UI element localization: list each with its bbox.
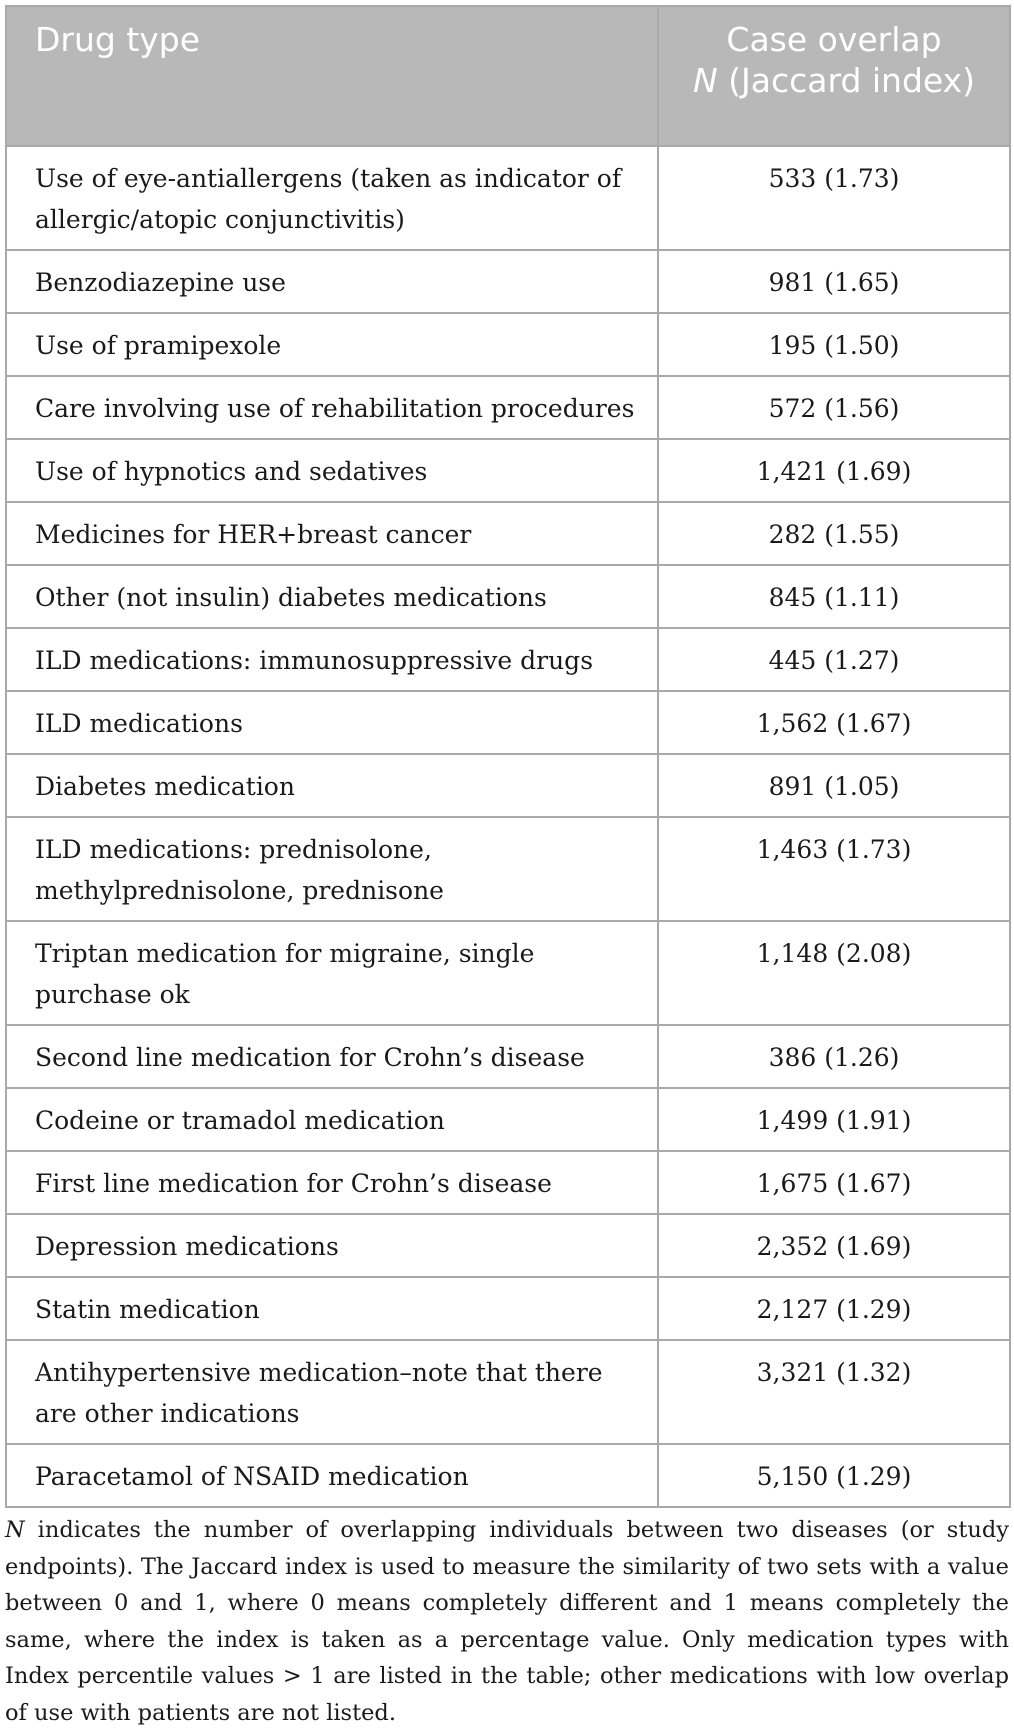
header-jaccard-label: (Jaccard index) (717, 61, 976, 100)
overlap-value-cell: 2,352 (1.69) (658, 1214, 1010, 1277)
overlap-value-cell: 1,148 (2.08) (658, 921, 1010, 1025)
table-header-row (6, 6, 1010, 146)
table-row (6, 1277, 1010, 1340)
table-row (6, 628, 1010, 691)
table-row (6, 1340, 1010, 1444)
drug-type-cell: ILD medications (6, 691, 658, 754)
table-container (5, 5, 1009, 1508)
table-row (6, 921, 1010, 1025)
drug-type-cell: Medicines for HER+breast cancer (6, 502, 658, 565)
overlap-value-cell: 1,499 (1.91) (658, 1088, 1010, 1151)
overlap-value-cell: 572 (1.56) (658, 376, 1010, 439)
table-row (6, 817, 1010, 921)
drug-type-cell: ILD medications: immunosuppressive drugs (6, 628, 658, 691)
overlap-value-cell: 445 (1.27) (658, 628, 1010, 691)
drug-type-cell: Care involving use of rehabilitation procedures (6, 376, 658, 439)
table-row (6, 754, 1010, 817)
drug-type-cell: Second line medication for Crohn’s disease (6, 1025, 658, 1088)
table-row (6, 1151, 1010, 1214)
drug-type-cell: ILD medications: prednisolone, methylprednisolone, prednisone (6, 817, 658, 921)
table-footnote (5, 1512, 1009, 1732)
header-n-symbol: N (692, 61, 718, 100)
drug-type-cell: Benzodiazepine use (6, 250, 658, 313)
table-row (6, 691, 1010, 754)
drug-type-cell: Codeine or tramadol medication (6, 1088, 658, 1151)
overlap-value-cell: 1,421 (1.69) (658, 439, 1010, 502)
footnote-text: indicates the number of overlapping individuals between two diseases (or study endpoints). The Jaccard index is used to measure the similarity of two sets with a value between 0 and 1, where 0 means completely different and 1 means completely the same, where the index is taken as a percentage value. Only medication types with Index percentile values > 1 are listed in the table; other medications with low overlap of use with patients are not listed. (5, 1517, 1009, 1726)
header-case-overlap (658, 6, 1010, 146)
overlap-value-cell: 3,321 (1.32) (658, 1340, 1010, 1444)
table-row (6, 439, 1010, 502)
header-case-overlap-line1: Case overlap (726, 20, 942, 59)
drug-type-cell: Depression medications (6, 1214, 658, 1277)
drug-type-cell: Paracetamol of NSAID medication (6, 1444, 658, 1507)
table-row (6, 502, 1010, 565)
overlap-value-cell: 533 (1.73) (658, 146, 1010, 250)
overlap-value-cell: 981 (1.65) (658, 250, 1010, 313)
drug-type-cell: Antihypertensive medication–note that there are other indications (6, 1340, 658, 1444)
table-row (6, 1214, 1010, 1277)
drug-type-cell: Diabetes medication (6, 754, 658, 817)
drug-type-cell: Use of pramipexole (6, 313, 658, 376)
drug-overlap-table (5, 5, 1011, 1508)
overlap-value-cell: 386 (1.26) (658, 1025, 1010, 1088)
table-row (6, 1025, 1010, 1088)
drug-type-cell: Statin medication (6, 1277, 658, 1340)
table-row (6, 1444, 1010, 1507)
table-row (6, 313, 1010, 376)
overlap-value-cell: 891 (1.05) (658, 754, 1010, 817)
overlap-value-cell: 282 (1.55) (658, 502, 1010, 565)
overlap-value-cell: 1,463 (1.73) (658, 817, 1010, 921)
overlap-value-cell: 845 (1.11) (658, 565, 1010, 628)
table-row (6, 146, 1010, 250)
drug-type-cell: Use of eye-antiallergens (taken as indicator of allergic/atopic conjunctivitis) (6, 146, 658, 250)
drug-type-cell: Triptan medication for migraine, single purchase ok (6, 921, 658, 1025)
overlap-value-cell: 1,562 (1.67) (658, 691, 1010, 754)
table-row (6, 250, 1010, 313)
table-row (6, 565, 1010, 628)
footnote-n-symbol: N (5, 1517, 25, 1543)
drug-type-cell: Use of hypnotics and sedatives (6, 439, 658, 502)
overlap-value-cell: 5,150 (1.29) (658, 1444, 1010, 1507)
table-row (6, 1088, 1010, 1151)
table-row (6, 376, 1010, 439)
drug-type-cell: Other (not insulin) diabetes medications (6, 565, 658, 628)
overlap-value-cell: 2,127 (1.29) (658, 1277, 1010, 1340)
header-drug-type: Drug type (6, 6, 658, 146)
overlap-value-cell: 1,675 (1.67) (658, 1151, 1010, 1214)
overlap-value-cell: 195 (1.50) (658, 313, 1010, 376)
drug-type-cell: First line medication for Crohn’s disease (6, 1151, 658, 1214)
